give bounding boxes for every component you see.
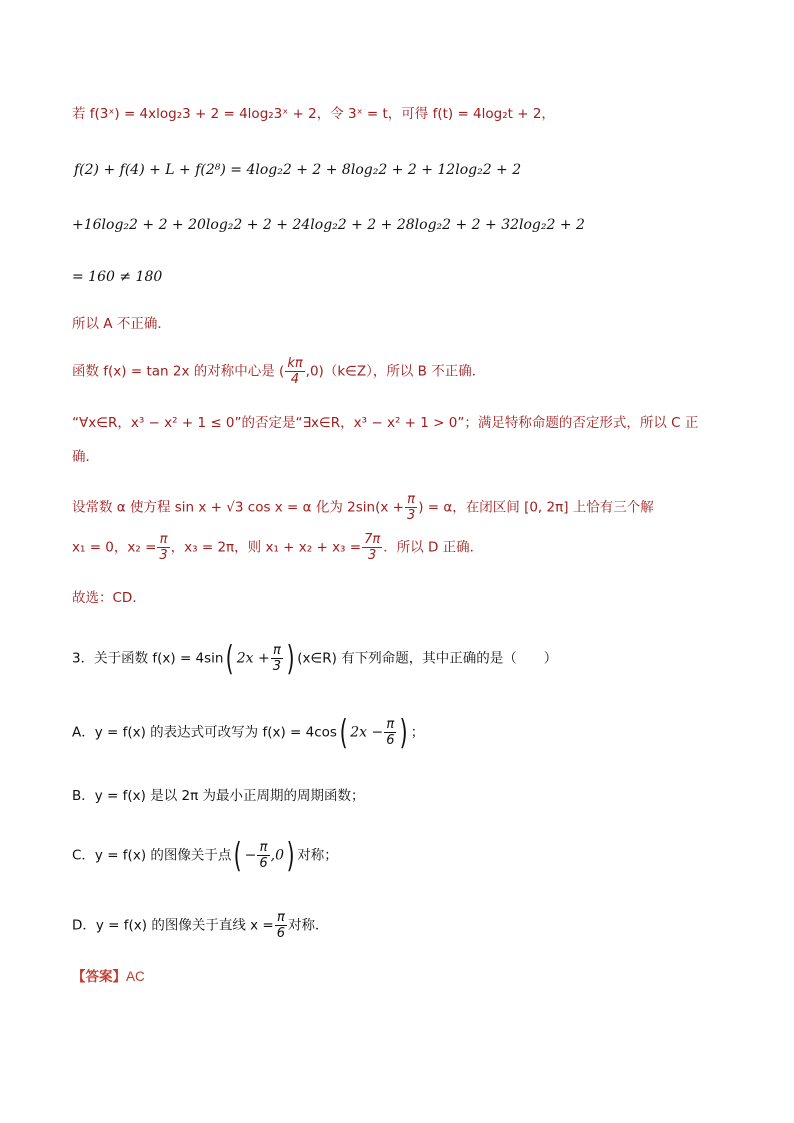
solution-line-7-text: “∀x∈R，x³ − x² + 1 ≤ 0”的否定是“∃x∈R，x³ − x² + 1 > 0”；满足特称命题的否定形式，所以 C 正 bbox=[72, 415, 699, 431]
final-choice bbox=[72, 592, 146, 606]
solution-line-9 bbox=[72, 492, 654, 523]
solution-line-10-part-c: ．所以 D 正确． bbox=[383, 539, 484, 556]
solution-line-4 bbox=[72, 270, 162, 284]
fraction-denominator: 4 bbox=[290, 372, 300, 387]
fraction-numerator: π bbox=[275, 910, 287, 926]
option-c-minus: − bbox=[244, 847, 257, 864]
fraction-numerator: π bbox=[157, 532, 169, 548]
option-b bbox=[72, 790, 365, 804]
solution-line-6-part-b: ,0)（k∈Z），所以 B 不正确． bbox=[305, 363, 486, 380]
question-stem-part-a: 3．关于函数 f(x) = 4sin bbox=[72, 650, 224, 667]
option-d-part-a: D．y = f(x) 的图像关于直线 x = bbox=[72, 917, 274, 934]
fraction-numerator: π bbox=[257, 840, 269, 856]
answer-value: AC bbox=[126, 969, 145, 984]
question-stem bbox=[72, 638, 558, 679]
option-d bbox=[72, 910, 329, 941]
solution-line-10 bbox=[72, 532, 483, 563]
fraction-k-pi-over-4 bbox=[285, 356, 304, 387]
conclusion-a bbox=[72, 318, 171, 332]
paren-left: ( bbox=[226, 638, 235, 679]
fraction-denominator: 3 bbox=[406, 508, 416, 523]
fraction-denominator: 6 bbox=[386, 733, 395, 748]
solution-line-8-text: 确． bbox=[72, 449, 99, 465]
solution-line-6 bbox=[72, 356, 485, 387]
option-c-zero: ,0 bbox=[270, 847, 285, 864]
fraction-denominator: 3 bbox=[159, 548, 168, 563]
solution-line-9-part-b: ) = α，在闭区间 [0, 2π] 上恰有三个解 bbox=[418, 499, 654, 516]
solution-line-3 bbox=[72, 218, 585, 232]
fraction-pi-over-3 bbox=[405, 492, 417, 523]
solution-line-7 bbox=[72, 417, 698, 431]
fraction-denominator: 3 bbox=[367, 548, 377, 563]
solution-line-2 bbox=[74, 163, 521, 177]
option-a-part-b: ； bbox=[410, 724, 425, 741]
option-d-part-b: 对称． bbox=[288, 917, 329, 934]
fraction-7pi-over-3 bbox=[362, 532, 382, 563]
solution-line-10-part-b: ，x₃ = 2π，则 x₁ + x₂ + x₃ = bbox=[170, 539, 362, 556]
solution-line-1-text: 若 f(3ˣ) = 4xlog₂3 + 2 = 4log₂3ˣ + 2，令 3ˣ = t，可得 f(t) = 4log₂t + 2， bbox=[72, 106, 555, 122]
solution-line-6-part-a: 函数 f(x) = tan 2x 的对称中心是 ( bbox=[72, 363, 285, 380]
paren-left: ( bbox=[339, 712, 348, 753]
paren-right: ) bbox=[286, 638, 295, 679]
fraction-numerator: π bbox=[384, 717, 396, 733]
fraction-pi-over-6-d bbox=[275, 910, 287, 941]
fraction-pi-over-3-b bbox=[157, 532, 169, 563]
paren-right: ) bbox=[400, 712, 409, 753]
fraction-stem-pi-over-3 bbox=[271, 643, 283, 674]
fraction-denominator: 6 bbox=[276, 926, 286, 941]
solution-line-4-text: = 160 ≠ 180 bbox=[72, 269, 163, 285]
answer-label: 【答案】 bbox=[72, 969, 126, 985]
solution-line-3-text: +16log₂2 + 2 + 20log₂2 + 2 + 24log₂2 + 2 + 28log₂2 + 2 + 32log₂2 + 2 bbox=[72, 217, 585, 233]
fraction-pi-over-6-c bbox=[257, 840, 269, 871]
fraction-numerator: 7π bbox=[364, 532, 381, 547]
solution-line-1 bbox=[72, 108, 555, 122]
final-choice-text: 故选：CD． bbox=[72, 590, 146, 606]
solution-line-10-part-a: x₁ = 0，x₂ = bbox=[72, 539, 157, 556]
option-a-part-a: A．y = f(x) 的表达式可改写为 f(x) = 4cos bbox=[72, 724, 337, 741]
option-c bbox=[72, 835, 338, 876]
option-c-part-b: 对称； bbox=[297, 847, 338, 864]
paren-left: ( bbox=[234, 835, 243, 876]
fraction-numerator: kπ bbox=[287, 356, 303, 371]
option-b-text: B．y = f(x) 是以 2π 为最小正周期的周期函数； bbox=[72, 788, 365, 804]
fraction-pi-over-6 bbox=[384, 717, 396, 748]
question-stem-part-b: (x∈R) 有下列命题，其中正确的是（ ） bbox=[297, 650, 558, 667]
fraction-denominator: 3 bbox=[272, 659, 282, 674]
option-a-inner: 2x − bbox=[350, 724, 384, 741]
solution-line-8 bbox=[72, 451, 99, 465]
answer-row bbox=[72, 968, 145, 985]
solution-line-2-text: f(2) + f(4) + L + f(2⁸) = 4log₂2 + 2 + 8log₂2 + 2 + 12log₂2 + 2 bbox=[74, 162, 522, 178]
paren-right: ) bbox=[286, 835, 295, 876]
fraction-numerator: π bbox=[271, 643, 283, 659]
question-stem-inner: 2x + bbox=[236, 650, 270, 667]
conclusion-a-text: 所以 A 不正确． bbox=[72, 316, 171, 332]
option-a bbox=[72, 712, 425, 753]
solution-line-9-part-a: 设常数 α 使方程 sin x + √3 cos x = α 化为 2sin(x + bbox=[72, 499, 404, 516]
fraction-denominator: 6 bbox=[259, 856, 268, 871]
option-c-part-a: C．y = f(x) 的图像关于点 bbox=[72, 847, 232, 864]
fraction-numerator: π bbox=[405, 492, 417, 508]
